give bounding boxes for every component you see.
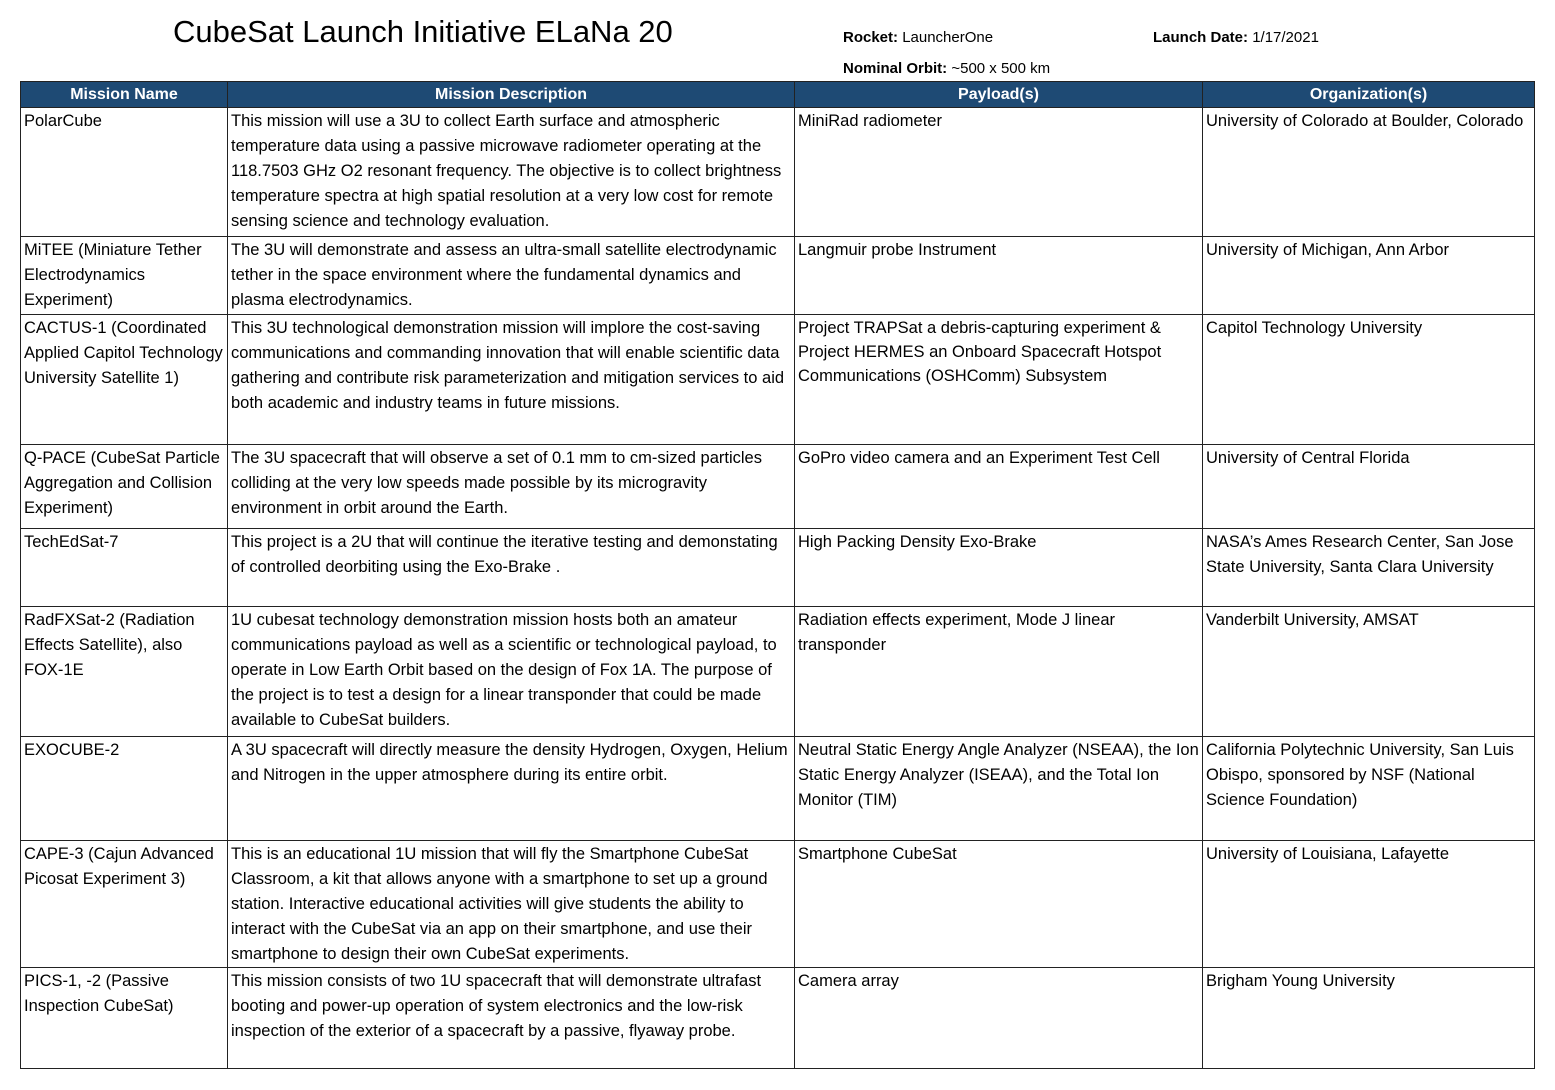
mission-name-cell: RadFXSat-2 (Radiation Effects Satellite), also FOX-1E <box>21 607 228 737</box>
orbit-label: Nominal Orbit: <box>843 60 948 77</box>
rocket-label: Rocket: <box>843 29 899 46</box>
payload-cell: Neutral Static Energy Angle Analyzer (NSEAA), the Ion Static Energy Analyzer (ISEAA), and the Total Ion Monitor (TIM) <box>795 737 1203 841</box>
mission-description-cell: The 3U spacecraft that will observe a set of 0.1 mm to cm-sized particles colliding at the very low speeds made possible by its microgravity environment in orbit around the Earth. <box>228 445 795 529</box>
payload-cell: MiniRad radiometer <box>795 108 1203 237</box>
mission-description-cell: This mission consists of two 1U spacecraft that will demonstrate ultrafast booting and power-up operation of system electronics and the low-risk inspection of the exterior of a spacecraft by a passive, flyaway probe. <box>228 968 795 1069</box>
orbit-info <box>843 59 1050 79</box>
organization-cell: Vanderbilt University, AMSAT <box>1203 607 1535 737</box>
table-row <box>21 529 1535 607</box>
table-row <box>21 607 1535 737</box>
payload-cell: Langmuir probe Instrument <box>795 237 1203 315</box>
mission-name-cell: PICS-1, -2 (Passive Inspection CubeSat) <box>21 968 228 1069</box>
orbit-value: ~500 x 500 km <box>951 60 1051 77</box>
page-title: CubeSat Launch Initiative ELaNa 20 <box>173 14 673 49</box>
mission-name-cell: PolarCube <box>21 108 228 237</box>
mission-description-cell: This project is a 2U that will continue the iterative testing and demonstating of controlled deorbiting using the Exo-Brake . <box>228 529 795 607</box>
missions-table <box>20 81 1535 1069</box>
mission-description-cell: A 3U spacecraft will directly measure the density Hydrogen, Oxygen, Helium and Nitrogen in the upper atmosphere during its entire orbit. <box>228 737 795 841</box>
organization-cell: University of Michigan, Ann Arbor <box>1203 237 1535 315</box>
mission-description-cell: This mission will use a 3U to collect Earth surface and atmospheric temperature data using a passive microwave radiometer operating at the 118.7503 GHz O2 resonant frequency. The objective is to collect brightness temperature spectra at high spatial resolution at a very low cost for remote sensing science and technology evaluation. <box>228 108 795 237</box>
header-payloads: Payload(s) <box>795 82 1203 108</box>
mission-name-cell: EXOCUBE-2 <box>21 737 228 841</box>
header-mission-description: Mission Description <box>228 82 795 108</box>
launch-date-info <box>1153 28 1319 48</box>
organization-cell: University of Central Florida <box>1203 445 1535 529</box>
mission-name-cell: CACTUS-1 (Coordinated Applied Capitol Technology University Satellite 1) <box>21 315 228 445</box>
organization-cell: University of Colorado at Boulder, Colorado <box>1203 108 1535 237</box>
table-row <box>21 108 1535 237</box>
payload-cell: Camera array <box>795 968 1203 1069</box>
mission-name-cell: TechEdSat-7 <box>21 529 228 607</box>
mission-name-cell: MiTEE (Miniature Tether Electrodynamics Experiment) <box>21 237 228 315</box>
mission-name-cell: CAPE-3 (Cajun Advanced Picosat Experiment 3) <box>21 841 228 968</box>
launch-date-value: 1/17/2021 <box>1252 29 1319 46</box>
table-row <box>21 737 1535 841</box>
organization-cell: Capitol Technology University <box>1203 315 1535 445</box>
payload-cell: Project TRAPSat a debris-capturing experiment & Project HERMES an Onboard Spacecraft Hotspot Communications (OSHComm) Subsystem <box>795 315 1203 445</box>
mission-description-cell: The 3U will demonstrate and assess an ultra-small satellite electrodynamic tether in the space environment where the fundamental dynamics and plasma electrodynamics. <box>228 237 795 315</box>
launch-date-label: Launch Date: <box>1153 29 1249 46</box>
table-row <box>21 968 1535 1069</box>
organization-cell: Brigham Young University <box>1203 968 1535 1069</box>
mission-description-cell: 1U cubesat technology demonstration mission hosts both an amateur communications payload as well as a scientific or technological payload, to operate in Low Earth Orbit based on the design of Fox 1A. The purpose of the project is to test a design for a linear transponder that could be made available to CubeSat builders. <box>228 607 795 737</box>
table-row <box>21 841 1535 968</box>
table-row <box>21 445 1535 529</box>
payload-cell: GoPro video camera and an Experiment Test Cell <box>795 445 1203 529</box>
header-row <box>21 82 1535 108</box>
table-row <box>21 315 1535 445</box>
rocket-value: LauncherOne <box>902 29 994 46</box>
header-organizations: Organization(s) <box>1203 82 1535 108</box>
organization-cell: NASA’s Ames Research Center, San Jose State University, Santa Clara University <box>1203 529 1535 607</box>
organization-cell: University of Louisiana, Lafayette <box>1203 841 1535 968</box>
payload-cell: Smartphone CubeSat <box>795 841 1203 968</box>
payload-cell: Radiation effects experiment, Mode J linear transponder <box>795 607 1203 737</box>
payload-cell: High Packing Density Exo-Brake <box>795 529 1203 607</box>
mission-name-cell: Q-PACE (CubeSat Particle Aggregation and Collision Experiment) <box>21 445 228 529</box>
organization-cell: California Polytechnic University, San Luis Obispo, sponsored by NSF (National Science Foundation) <box>1203 737 1535 841</box>
mission-description-cell: This 3U technological demonstration mission will implore the cost-saving communications and commanding innovation that will enable scientific data gathering and contribute risk parameterization and mitigation services to aid both academic and industry teams in future missions. <box>228 315 795 445</box>
rocket-info <box>843 28 993 48</box>
header-mission-name: Mission Name <box>21 82 228 108</box>
table-row <box>21 237 1535 315</box>
mission-description-cell: This is an educational 1U mission that will fly the Smartphone CubeSat Classroom, a kit that allows anyone with a smartphone to set up a ground station. Interactive educational activities will give students the ability to interact with the CubeSat via an app on their smartphone, and use their smartphone to design their own CubeSat experiments. <box>228 841 795 968</box>
